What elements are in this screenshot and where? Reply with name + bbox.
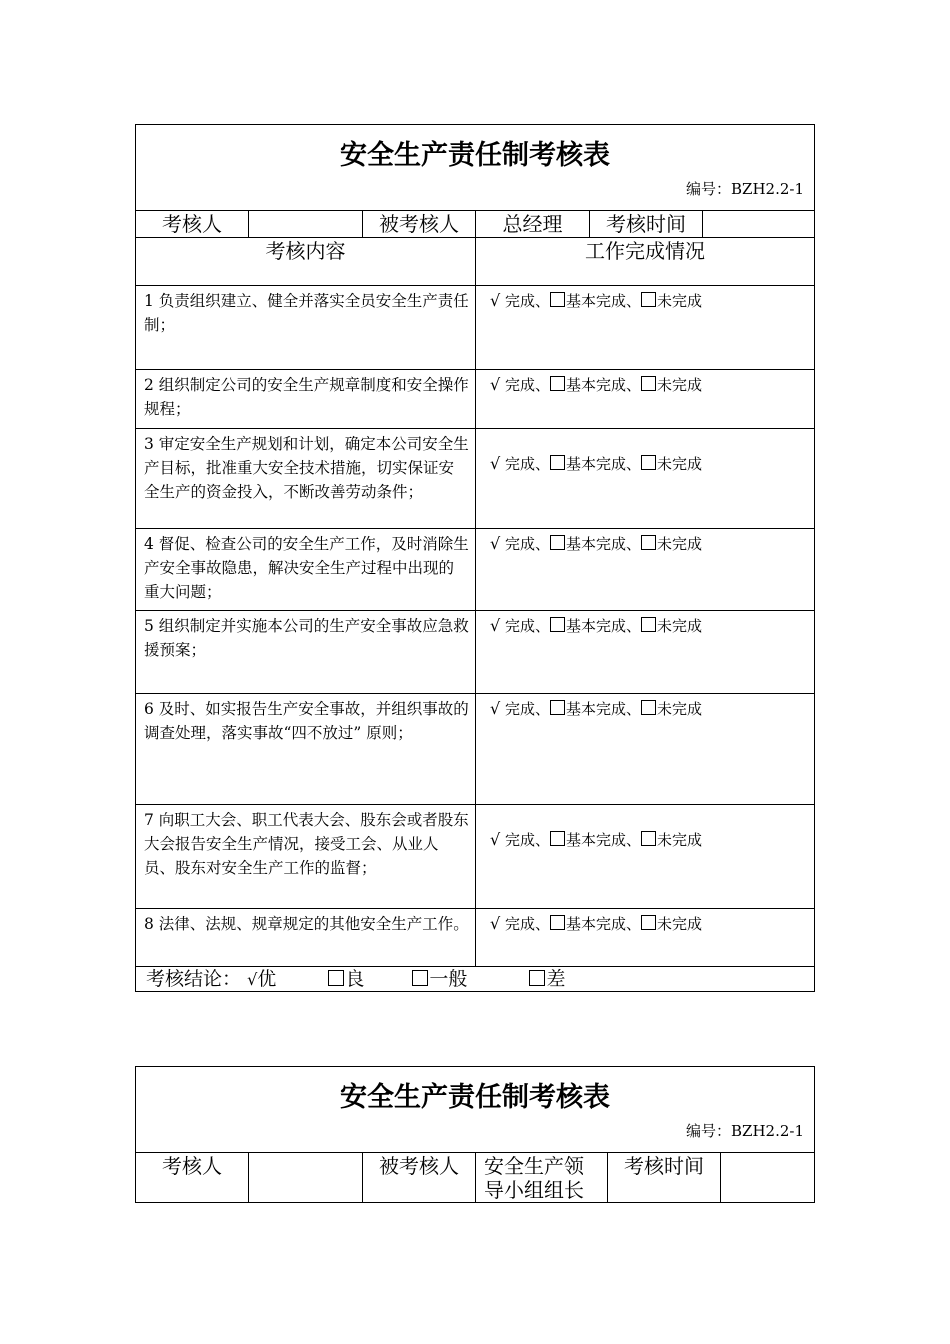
table-row (136, 805, 814, 909)
time-field[interactable] (721, 1153, 814, 1202)
option-done: 完成、 (504, 617, 550, 635)
assessee-value: 安全生产领导小组组长 (476, 1153, 608, 1202)
column-header-content: 考核内容 (136, 238, 476, 285)
table-row (136, 286, 814, 370)
status-cell (476, 909, 814, 966)
item-text: 4 督促、检查公司的安全生产工作，及时消除生产安全事故隐患，解决安全生产过程中出现的重大问题； (136, 529, 476, 610)
status-cell (476, 694, 814, 804)
assessee-value: 总经理 (476, 211, 590, 237)
option-basic: 基本完成、 (566, 376, 642, 394)
assessee-label: 被考核人 (363, 211, 476, 237)
check-mark: √ (490, 291, 501, 310)
time-field[interactable] (703, 211, 814, 237)
option-not-done: 未完成 (657, 915, 703, 933)
checkbox-icon[interactable] (641, 535, 656, 550)
grade-good: 良 (345, 968, 365, 990)
item-text: 1 负责组织建立、健全并落实全员安全生产责任制； (136, 286, 476, 369)
form-title: 安全生产责任制考核表 (340, 1082, 610, 1113)
option-basic: 基本完成、 (566, 292, 642, 310)
conclusion-row (136, 967, 814, 991)
check-mark: √ (490, 914, 501, 933)
option-basic: 基本完成、 (566, 831, 642, 849)
assessment-form-general-manager (135, 124, 815, 992)
option-not-done: 未完成 (657, 535, 703, 553)
option-not-done: 未完成 (657, 617, 703, 635)
option-done: 完成、 (504, 535, 550, 553)
status-cell (476, 429, 814, 528)
option-done: 完成、 (504, 376, 550, 394)
assessment-form-safety-leader (135, 1066, 815, 1203)
checkbox-icon[interactable] (529, 970, 545, 986)
table-row (136, 429, 814, 529)
checkbox-icon[interactable] (641, 700, 656, 715)
assessor-field[interactable] (249, 1153, 363, 1202)
header-row (136, 211, 814, 238)
checkbox-icon[interactable] (550, 617, 565, 632)
checkbox-icon[interactable] (641, 831, 656, 846)
check-mark: √ (490, 454, 501, 473)
option-basic: 基本完成、 (566, 455, 642, 473)
check-mark: √ (490, 616, 501, 635)
table-row (136, 370, 814, 429)
table-row (136, 529, 814, 611)
checkbox-icon[interactable] (412, 970, 428, 986)
checkbox-icon[interactable] (641, 376, 656, 391)
option-not-done: 未完成 (657, 455, 703, 473)
assessor-label: 考核人 (136, 211, 249, 237)
assessor-field[interactable] (249, 211, 363, 237)
option-basic: 基本完成、 (566, 700, 642, 718)
item-text: 5 组织制定并实施本公司的生产安全事故应急救援预案； (136, 611, 476, 693)
form-title-block (136, 125, 814, 211)
item-text: 7 向职工大会、职工代表大会、股东会或者股东大会报告安全生产情况，接受工会、从业人员、股东对安全生产工作的监督； (136, 805, 476, 908)
grade-average: 一般 (429, 968, 468, 990)
status-cell (476, 805, 814, 908)
conclusion-label: 考核结论： (146, 968, 242, 990)
assessee-label: 被考核人 (363, 1153, 476, 1202)
check-mark: √ (490, 375, 501, 394)
status-cell (476, 529, 814, 610)
check-mark: √ (490, 534, 501, 553)
item-text: 8 法律、法规、规章规定的其他安全生产工作。 (136, 909, 476, 966)
check-mark: √ (490, 830, 501, 849)
option-done: 完成、 (504, 292, 550, 310)
checkbox-icon[interactable] (641, 455, 656, 470)
checkbox-icon[interactable] (550, 292, 565, 307)
time-label: 考核时间 (590, 211, 703, 237)
checkbox-icon[interactable] (641, 292, 656, 307)
option-done: 完成、 (504, 831, 550, 849)
checkbox-icon[interactable] (328, 970, 344, 986)
checkbox-icon[interactable] (550, 831, 565, 846)
checkbox-icon[interactable] (550, 915, 565, 930)
grade-poor: 差 (546, 968, 566, 990)
item-text: 3 审定安全生产规划和计划，确定本公司安全生产目标，批准重大安全技术措施，切实保证安全生产的资金投入，不断改善劳动条件； (136, 429, 476, 528)
item-text: 2 组织制定公司的安全生产规章制度和安全操作规程； (136, 370, 476, 428)
checkbox-icon[interactable] (641, 617, 656, 632)
status-cell (476, 611, 814, 693)
option-done: 完成、 (504, 915, 550, 933)
checkbox-icon[interactable] (550, 376, 565, 391)
form-title-block (136, 1067, 814, 1153)
table-row (136, 694, 814, 805)
option-not-done: 未完成 (657, 292, 703, 310)
option-done: 完成、 (504, 700, 550, 718)
option-basic: 基本完成、 (566, 535, 642, 553)
option-not-done: 未完成 (657, 700, 703, 718)
option-not-done: 未完成 (657, 376, 703, 394)
time-label: 考核时间 (608, 1153, 721, 1202)
checkbox-icon[interactable] (550, 700, 565, 715)
checkbox-icon[interactable] (641, 915, 656, 930)
table-row (136, 909, 814, 967)
option-basic: 基本完成、 (566, 915, 642, 933)
check-mark: √ (490, 699, 501, 718)
item-text: 6 及时、如实报告生产安全事故，并组织事故的调查处理，落实事故“四不放过” 原则； (136, 694, 476, 804)
checkbox-icon[interactable] (550, 455, 565, 470)
form-title: 安全生产责任制考核表 (340, 140, 610, 171)
form-code: 编号：BZH2.2-1 (686, 180, 804, 198)
option-not-done: 未完成 (657, 831, 703, 849)
status-cell (476, 286, 814, 369)
check-mark: √ (247, 970, 258, 989)
checkbox-icon[interactable] (550, 535, 565, 550)
option-done: 完成、 (504, 455, 550, 473)
column-header-row (136, 238, 814, 286)
column-header-status: 工作完成情况 (585, 239, 705, 263)
option-basic: 基本完成、 (566, 617, 642, 635)
table-row (136, 611, 814, 694)
status-cell (476, 370, 814, 428)
grade-excellent: 优 (257, 968, 277, 990)
assessor-label: 考核人 (136, 1153, 249, 1202)
form-code: 编号：BZH2.2-1 (686, 1122, 804, 1140)
header-row (136, 1153, 814, 1202)
